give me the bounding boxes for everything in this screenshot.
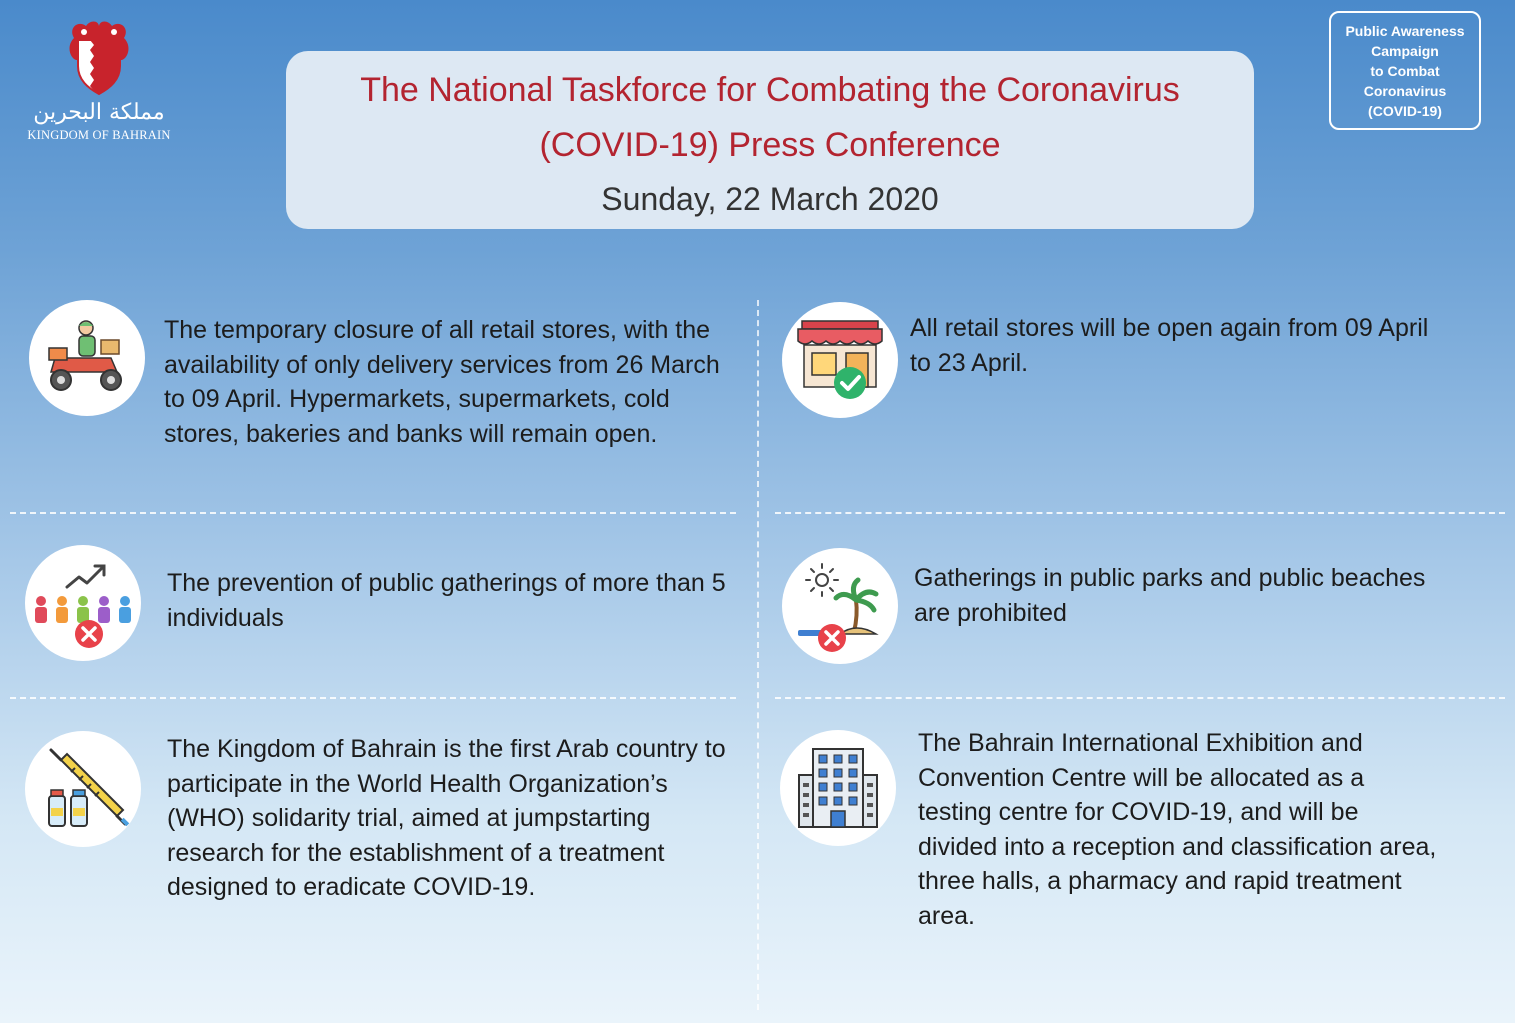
campaign-text: Public Awareness Campaign to Combat Coronavirus (COVID-19) [1345, 22, 1465, 119]
logo-english-text: KINGDOM OF BAHRAIN [27, 128, 171, 142]
no-gathering-icon [31, 557, 135, 649]
item-text-6: The Bahrain International Exhibition and Convention Centre will be allocated as a testing centre for COVID-19, and will be divided into a reception and classification area, three halls, a pharmacy and rapid treatment area. [918, 729, 1437, 930]
item-text-4: Gatherings in public parks and public beaches are prohibited [914, 564, 1426, 627]
row-divider-2-left [10, 697, 736, 699]
item-icon-circle-5 [25, 731, 141, 847]
item-text-3: The prevention of public gatherings of more than 5 individuals [167, 569, 726, 632]
item-text-1: The temporary closure of all retail stores, with the availability of only delivery services from 26 March to 09 April. Hypermarkets, supermarkets, cold stores, bakeries and banks will remain open. [164, 316, 720, 448]
item-icon-circle-1 [29, 300, 145, 416]
kingdom-logo [14, 18, 184, 143]
item-icon-circle-3 [25, 545, 141, 661]
item-icon-circle-6 [780, 730, 896, 846]
vaccine-trial-icon [35, 744, 131, 834]
row-divider-2-right [775, 697, 1505, 699]
item-icon-circle-2 [782, 302, 898, 418]
header-panel [286, 51, 1254, 229]
bahrain-emblem-icon [64, 18, 134, 96]
row-divider-1-right [775, 512, 1505, 514]
vertical-divider [757, 300, 759, 1010]
no-beach-icon [792, 560, 888, 652]
building-icon [795, 745, 881, 831]
conference-date: Sunday, 22 March 2020 [601, 181, 939, 217]
page-title: The National Taskforce for Combating the Coronavirus (COVID-19) Press Conference [360, 71, 1180, 164]
item-icon-circle-4 [782, 548, 898, 664]
delivery-scooter-icon [41, 318, 133, 398]
row-divider-1-left [10, 512, 736, 514]
item-text-2: All retail stores will be open again from 09 April to 23 April. [910, 314, 1429, 377]
store-open-icon [794, 317, 886, 403]
item-text-5: The Kingdom of Bahrain is the first Arab country to participate in the World Health Organization’s (WHO) solidarity trial, aimed at jumpstarting research for the establishment of a treatment designed to eradicate COVID-19. [167, 735, 726, 901]
logo-arabic-text: مملكة البحرين [33, 100, 165, 125]
campaign-badge [1329, 11, 1481, 130]
